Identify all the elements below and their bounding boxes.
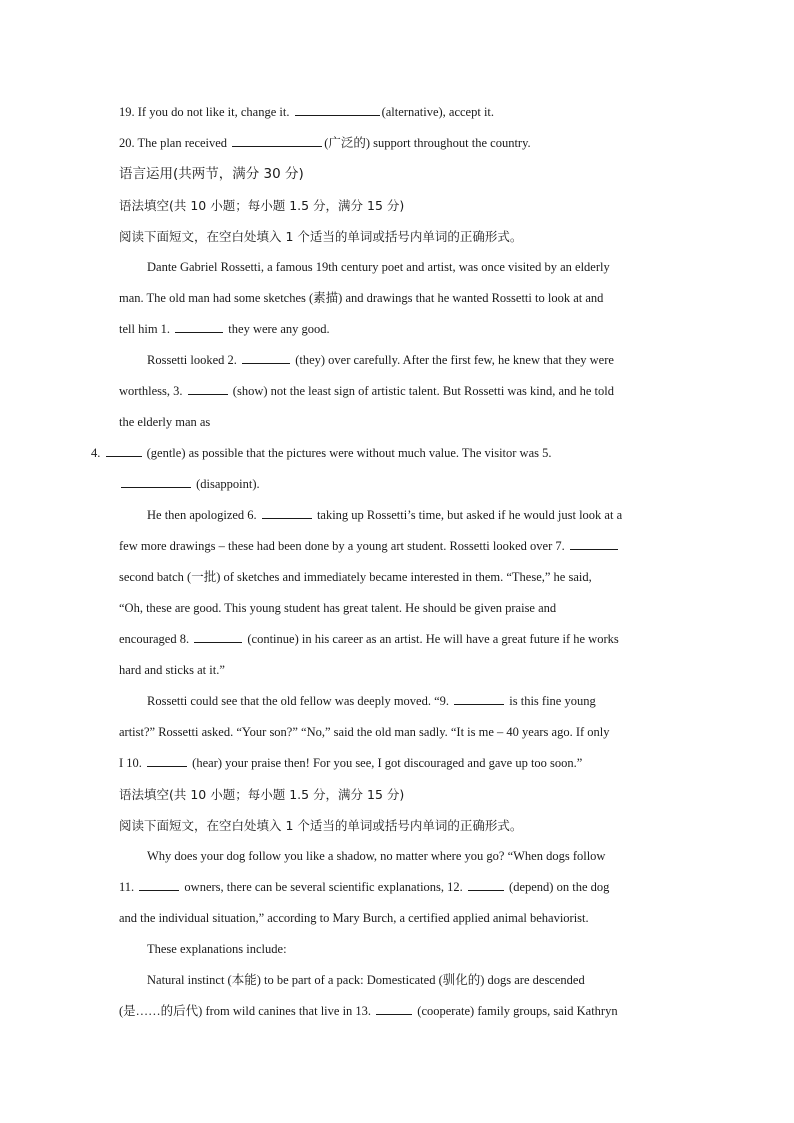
passage-1-line: (disappoint). xyxy=(119,469,675,500)
passage-2-line: These explanations include: xyxy=(147,942,287,956)
passage-2-line: Why does your dog follow you like a shadow, no matter where you go? “When dogs follow xyxy=(147,849,606,863)
answer-blank-3[interactable] xyxy=(188,383,228,395)
passage-1-line: man. The old man had some sketches (素描) and drawings that he wanted Rossetti to look at and xyxy=(119,291,604,305)
passage-1-line: “Oh, these are good. This young student has great talent. He should be given praise and xyxy=(119,601,557,615)
answer-blank-20[interactable] xyxy=(232,135,322,147)
passage-1-line: the elderly man as xyxy=(119,415,211,429)
passage-1-line: 4. (gentle) as possible that the pictures were without much value. The visitor was 5. xyxy=(91,446,552,460)
passage-2-line: 11. owners, there can be several scientific explanations, 12. (depend) on the dog xyxy=(119,880,610,894)
passage-2-line: and the individual situation,” according to Mary Burch, a certified applied animal behaviorist. xyxy=(119,911,589,925)
passage-1-line: worthless, 3. (show) not the least sign of artistic talent. But Rossetti was kind, and he told xyxy=(119,384,614,398)
passage-1-line: tell him 1. they were any good. xyxy=(119,322,330,336)
passage-1-line: Rossetti could see that the old fellow was deeply moved. “9. is this fine young xyxy=(147,694,596,708)
part-1-title: 语法填空(共 10 小题；每小题 1.5 分，满分 15 分) xyxy=(119,198,405,213)
answer-blank-5[interactable] xyxy=(121,476,191,488)
passage-1-line: I 10. (hear) your praise then! For you see, I got discouraged and gave up too soon.” xyxy=(119,756,583,770)
passage-1-line: Dante Gabriel Rossetti, a famous 19th century poet and artist, was once visited by an elderly xyxy=(147,260,610,274)
part-2-instructions: 阅读下面短文，在空白处填入 1 个适当的单词或括号内单词的正确形式。 xyxy=(119,818,523,833)
passage-1-line: second batch (一批) of sketches and immediately became interested in them. “These,” he said, xyxy=(119,570,592,584)
section-title: 语言运用(共两节，满分 30 分) xyxy=(119,166,304,182)
answer-blank-6[interactable] xyxy=(262,507,312,519)
answer-blank-2[interactable] xyxy=(242,352,290,364)
passage-1-line: artist?” Rossetti asked. “Your son?” “No,” said the old man sadly. “It is me – 40 years ago. If only xyxy=(119,725,610,739)
passage-1-line: encouraged 8. (continue) in his career as an artist. He will have a great future if he works xyxy=(119,632,619,646)
part-1-instructions: 阅读下面短文，在空白处填入 1 个适当的单词或括号内单词的正确形式。 xyxy=(119,229,523,244)
answer-blank-1[interactable] xyxy=(175,321,223,333)
question-19: 19. If you do not like it, change it. (alternative), accept it. xyxy=(119,105,495,119)
answer-blank-4[interactable] xyxy=(106,445,142,457)
passage-1-line: Rossetti looked 2. (they) over carefully. After the first few, he knew that they were xyxy=(147,353,614,367)
answer-blank-8[interactable] xyxy=(194,631,242,643)
answer-blank-7[interactable] xyxy=(570,538,618,550)
answer-blank-9[interactable] xyxy=(454,693,504,705)
passage-1-line: He then apologized 6. taking up Rossetti’s time, but asked if he would just look at a xyxy=(147,508,623,522)
document-body xyxy=(91,97,675,1027)
passage-1-line: few more drawings – these had been done by a young art student. Rossetti looked over 7. xyxy=(119,531,675,562)
question-20: 20. The plan received (广泛的) support throughout the country. xyxy=(119,136,531,150)
answer-blank-11[interactable] xyxy=(139,879,179,891)
answer-blank-13[interactable] xyxy=(376,1003,412,1015)
answer-blank-12[interactable] xyxy=(468,879,504,891)
answer-blank-19[interactable] xyxy=(295,104,380,116)
passage-2-line: Natural instinct (本能) to be part of a pack: Domesticated (驯化的) dogs are descended xyxy=(147,973,585,987)
passage-2-line: (是……的后代) from wild canines that live in 13. (cooperate) family groups, said Kathryn xyxy=(119,1004,618,1018)
part-2-title: 语法填空(共 10 小题；每小题 1.5 分，满分 15 分) xyxy=(119,787,405,802)
answer-blank-10[interactable] xyxy=(147,755,187,767)
passage-1-line: hard and sticks at it.” xyxy=(119,663,225,677)
